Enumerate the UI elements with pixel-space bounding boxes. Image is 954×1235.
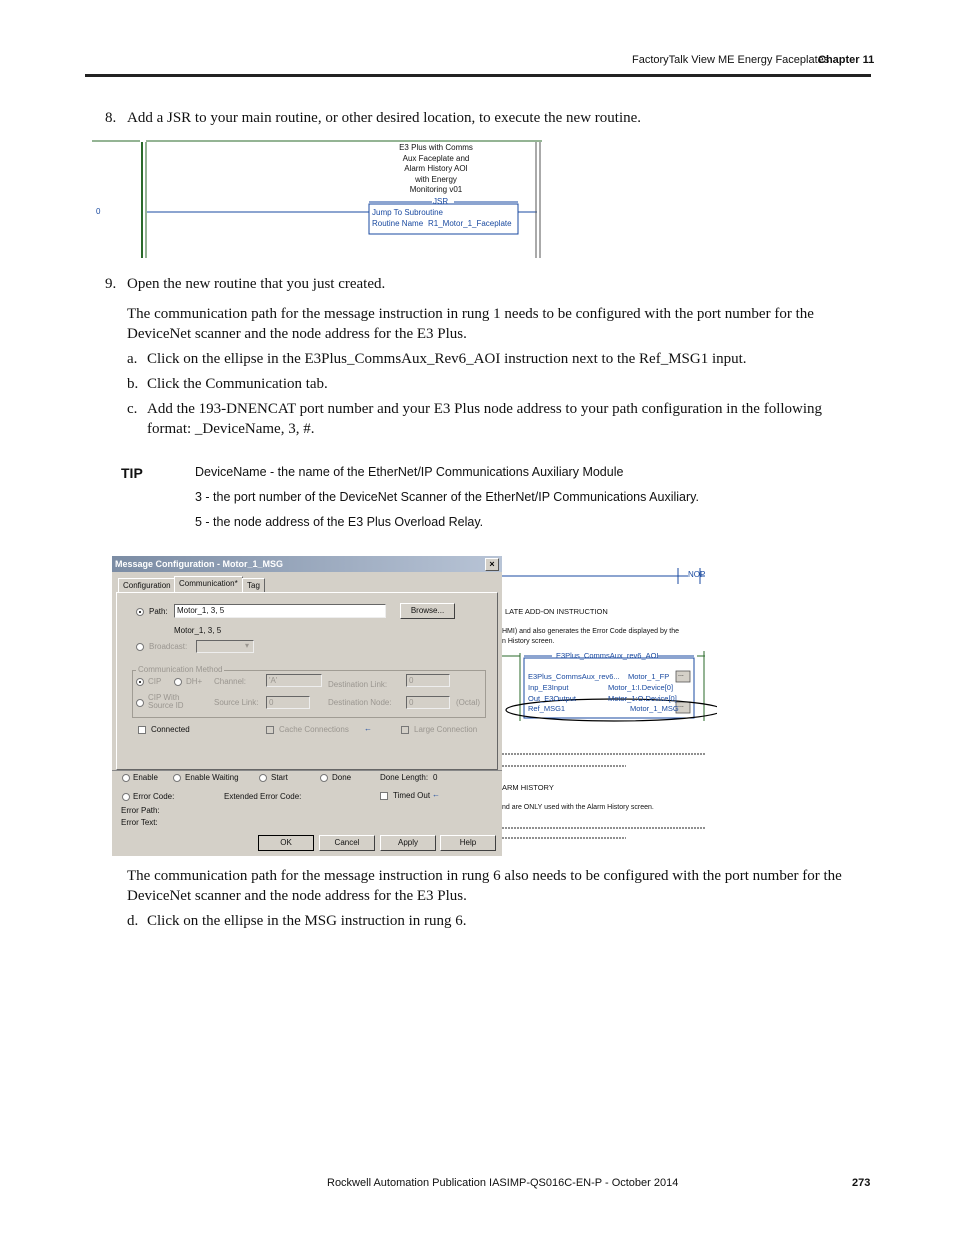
aoi-name: E3Plus_CommsAux_rev6_AOI [556, 651, 659, 660]
large-connection-checkbox[interactable] [401, 726, 409, 734]
aoi-comment: LATE ADD-ON INSTRUCTION [505, 607, 608, 616]
aoi-description-line: n History screen. [502, 638, 555, 645]
substep-d-letter: d. [127, 913, 139, 929]
path-label: Path: [149, 607, 168, 616]
cancel-button[interactable]: Cancel [319, 835, 375, 851]
destination-link-label: Destination Link: [328, 680, 388, 689]
tab-configuration[interactable]: Configuration [118, 578, 176, 593]
tip-line: 5 - the node address of the E3 Plus Overload Relay. [195, 515, 484, 529]
enable-label: Enable [133, 773, 158, 782]
message-configuration-dialog [112, 556, 502, 856]
aoi-description-line: HMI) and also generates the Error Code displayed by the [502, 628, 680, 635]
done-label: Done [332, 773, 352, 782]
destination-link-input[interactable]: 0 [406, 674, 450, 687]
jsr-title: Jump To Subroutine [372, 208, 444, 217]
path-echo: Motor_1, 3, 5 [174, 626, 222, 635]
comment-line: E3 Plus with Comms [399, 143, 473, 152]
step-9-text: Open the new routine that you just created. [127, 276, 386, 292]
aoi-ellipsis-button[interactable]: ... [678, 671, 684, 678]
tab-tag[interactable]: Tag [242, 578, 265, 593]
step-8-number: 8. [105, 110, 117, 126]
timed-out-checkbox[interactable] [380, 792, 388, 800]
dialog-title [112, 556, 502, 572]
channel-label: Channel: [214, 677, 247, 686]
header-section: FactoryTalk View ME Energy Faceplates [632, 54, 830, 66]
step-9-paragraph: The communication path for the message instruction in rung 1 needs to be configured with the port number for the DeviceNet scanner and the node address for the E3 Plus. [127, 306, 814, 342]
status-divider [112, 770, 502, 771]
comment-line: Aux Faceplate and [402, 153, 470, 163]
enable-waiting-indicator [173, 774, 181, 782]
message-config-screenshot [112, 556, 717, 856]
page-number: 273 [852, 1177, 871, 1189]
nop-label: NOP [688, 570, 706, 579]
connected-checkbox[interactable] [138, 726, 146, 734]
done-indicator [320, 774, 328, 782]
tip-line: DeviceName - the name of the EtherNet/IP Communications Auxiliary Module [195, 465, 624, 479]
header-rule [85, 74, 871, 77]
rung-number: 0 [96, 207, 101, 216]
rung-6-paragraph: The communication path for the message instruction in rung 6 also needs to be configured with the port number for the DeviceNet scanner and the node address for the E3 Plus. [127, 868, 842, 904]
apply-button[interactable]: Apply [380, 835, 436, 851]
substep-a-text: Click on the ellipse in the E3Plus_CommsAux_Rev6_AOI instruction next to the Ref_MSG1 input. [147, 351, 747, 367]
enable-waiting-label: Enable Waiting [185, 773, 239, 782]
cache-arrow-icon: ← [364, 724, 372, 733]
extended-error-code-label: Extended Error Code: [224, 792, 302, 801]
cip-source-radio[interactable] [136, 699, 144, 707]
footer-publication: Rockwell Automation Publication IASIMP-QS016C-EN-P - October 2014 [327, 1177, 679, 1189]
jsr-routine-label: Routine Name [372, 219, 424, 228]
error-path-label: Error Path: [121, 806, 160, 815]
tab-communication[interactable]: Communication* [174, 576, 243, 593]
ok-button[interactable]: OK [258, 835, 314, 851]
comment-line: Alarm History AOI [404, 164, 468, 173]
error-text-label: Error Text: [121, 818, 158, 827]
ref-msg1-ellipsis-button[interactable]: ... [678, 702, 684, 709]
substep-b-letter: b. [127, 376, 139, 392]
broadcast-label: Broadcast: [149, 642, 188, 651]
comm-method-label: Communication Method [138, 665, 223, 674]
browse-button[interactable]: Browse... [400, 603, 455, 619]
substep-d-text: Click on the ellipse in the MSG instruction in rung 6. [147, 913, 467, 929]
comment-line: with Energy [415, 174, 457, 184]
source-link-input[interactable]: 0 [266, 696, 310, 709]
start-label: Start [271, 773, 288, 782]
jsr-instruction-name: JSR [433, 197, 449, 206]
error-code-label: Error Code: [133, 792, 175, 801]
substep-c-letter: c. [127, 401, 138, 417]
help-button[interactable]: Help [440, 835, 496, 851]
rung-comment [382, 143, 490, 196]
close-icon[interactable]: × [485, 558, 499, 571]
aoi-param-right: Motor_1:I.Device[0] [608, 683, 674, 692]
substep-c-text: Add the 193-DNENCAT port number and your E3 Plus node address to your path configuration in the following format: _DeviceName, 3, #. [147, 401, 823, 437]
tip-line: 3 - the port number of the DeviceNet Scanner of the EtherNet/IP Communications Auxiliary. [195, 490, 699, 504]
cache-connections-checkbox[interactable] [266, 726, 274, 734]
background-ladder [502, 556, 717, 856]
aoi-param-right: Motor_1_FP [628, 672, 670, 681]
source-link-label: Source Link: [214, 698, 259, 707]
done-length-value: 0 [433, 773, 438, 782]
path-radio[interactable] [136, 608, 144, 616]
substep-b-text: Click the Communication tab. [147, 376, 328, 392]
aoi-param-left: E3Plus_CommsAux_rev6... [528, 672, 620, 681]
alarm-history-comment: ARM HISTORY [502, 783, 554, 792]
timed-out-label: Timed Out [393, 791, 431, 800]
aoi-param-right: Motor_1:O.Device[0] [608, 694, 677, 703]
timed-out-arrow-icon: ← [432, 790, 440, 799]
connected-label: Connected [151, 725, 190, 734]
aoi-param-right: Motor_1_MSG [630, 704, 679, 713]
done-length-label: Done Length: [380, 773, 429, 782]
chevron-down-icon: ▾ [245, 641, 250, 650]
step-9-number: 9. [105, 276, 117, 292]
ladder-rung [92, 138, 542, 260]
octal-label: (Octal) [456, 698, 480, 707]
start-indicator [259, 774, 267, 782]
broadcast-radio[interactable] [136, 643, 144, 651]
error-code-indicator [122, 793, 130, 801]
header-chapter: Chapter 11 [818, 54, 875, 66]
step-8-text: Add a JSR to your main routine, or other desired location, to execute the new routine. [127, 110, 642, 126]
large-connection-label: Large Connection [414, 725, 478, 734]
cip-radio[interactable] [136, 678, 144, 686]
cache-connections-label: Cache Connections [279, 725, 349, 734]
dialog-title-text: Message Configuration - Motor_1_MSG [115, 559, 284, 569]
aoi-param-left: Out_E3Output [528, 694, 576, 703]
dhplus-radio[interactable] [174, 678, 182, 686]
dhplus-label: DH+ [186, 677, 203, 686]
cip-source-label: CIP With Source ID [148, 693, 184, 710]
path-input[interactable]: Motor_1, 3, 5 [174, 604, 386, 618]
cip-label: CIP [148, 677, 162, 686]
destination-node-label: Destination Node: [328, 698, 392, 707]
destination-node-input[interactable]: 0 [406, 696, 450, 709]
tip-label: TIP [121, 465, 143, 481]
substep-a-letter: a. [127, 351, 138, 367]
alarm-history-note: nd are ONLY used with the Alarm History screen. [502, 804, 654, 811]
comment-line: Monitoring v01 [409, 185, 463, 194]
jsr-routine-value[interactable]: R1_Motor_1_Faceplate [428, 219, 512, 228]
channel-select[interactable]: 'A' [266, 674, 322, 687]
aoi-param-left: Inp_E3Input [528, 683, 569, 692]
aoi-param-left: Ref_MSG1 [528, 704, 566, 713]
enable-indicator [122, 774, 130, 782]
